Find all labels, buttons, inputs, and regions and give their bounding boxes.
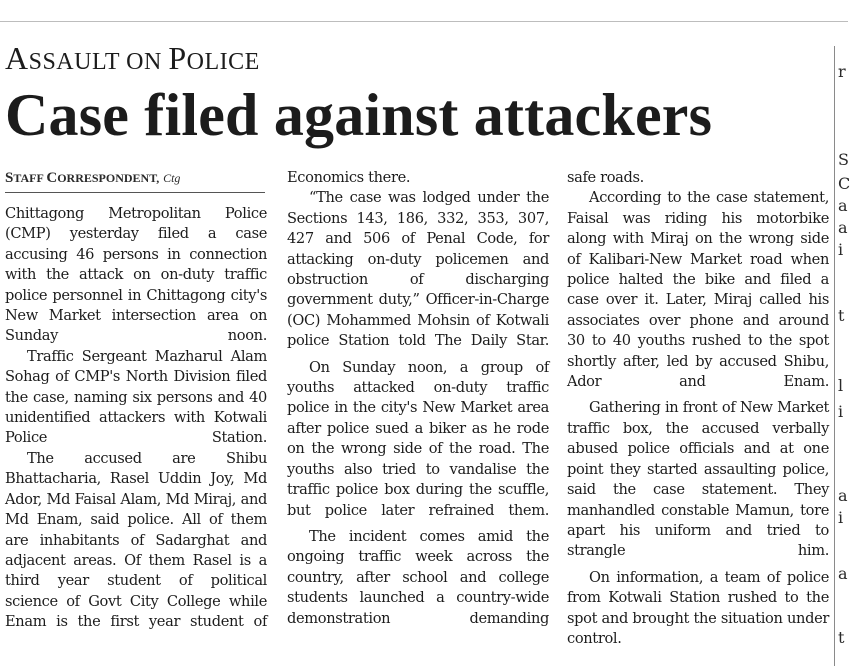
paragraph: On Sunday noon, a group of youths attacked on-duty traffic police in the city's New Market area after police sued a biker as he rode on the wrong side of the road. The youths also tried to vandalise the traffic police box during the scuffle, but police later refrained them. [287, 358, 549, 519]
byline-initial: C [46, 170, 58, 186]
article-column-3 [567, 168, 829, 649]
edge-fragment: l [838, 376, 844, 395]
paragraph: “The case was lodged under the Sections 143, 186, 332, 353, 307, 427 and 506 of Penal Code, for attacking on-duty policemen and obstruction of discharging government duty,” Officer-in-Charge (OC) Mohammed Mohsin of Kotwali police Station told The Daily Star. [287, 189, 549, 350]
paragraph: Economics there. [287, 169, 411, 186]
article-column-1 [5, 204, 267, 633]
edge-fragment: a [838, 196, 848, 215]
edge-fragment: a [838, 486, 848, 505]
edge-fragment: S [838, 150, 849, 169]
article-column-2 [287, 168, 549, 629]
top-rule [0, 21, 848, 22]
column-divider [834, 46, 835, 666]
edge-fragment: C [838, 174, 850, 193]
paragraph: On information, a team of police from Kotwali Station rushed to the spot and brought the situation under control. [567, 568, 829, 647]
paragraph: Gathering in front of New Market traffic box, the accused verbally abused police officials and at one point they started assaulting police, said the case statement. They manhandled constable Mamun, tore apart his uniform and tried to strangle him. [567, 399, 829, 560]
edge-fragment: a [838, 564, 848, 583]
byline-place: Ctg [163, 171, 181, 185]
adjacent-article-edge [838, 46, 848, 666]
edge-fragment: i [838, 402, 844, 421]
edge-fragment: i [838, 508, 844, 527]
edge-fragment: t [838, 628, 845, 647]
byline-rule [5, 192, 265, 193]
paragraph: safe roads. [567, 169, 644, 186]
kicker [5, 40, 260, 77]
kicker-smallcaps: SSAULT ON [28, 49, 169, 75]
paragraph: The incident comes amid the ongoing traffic week across the country, after school and college students launched a country-wide demonstration demanding [287, 527, 549, 627]
kicker-smallcaps: OLICE [186, 49, 260, 75]
edge-fragment: t [838, 306, 845, 325]
byline-initial: S [5, 170, 14, 186]
paragraph: Traffic Sergeant Mazharul Alam Sohag of CMP's North Division filed the case, naming six persons and 40 unidentified attackers with Kotwali Police Station. [5, 347, 267, 447]
byline-smallcaps: ORRESPONDENT, [57, 171, 160, 185]
edge-fragment: i [838, 240, 844, 259]
edge-fragment: a [838, 218, 848, 237]
paragraph: The accused are Shibu Bhattacharia, Rasel Uddin Joy, Md Ador, Md Faisal Alam, Md Miraj, and Md Enam, said police. All of them are inhabitants of Sadarghat and adjacent areas. Of them Rasel is a third year student of political science of Govt City College while Enam is the first year student of [5, 449, 267, 631]
byline-smallcaps: TAFF [13, 171, 47, 185]
headline: Case filed against attackers [5, 82, 713, 148]
paragraph: Chittagong Metropolitan Police (CMP) yesterday filed a case accusing 46 persons in connection with the attack on on-duty traffic police personnel in Chittagong city's New Market intersection area on Sunday noon. [5, 205, 267, 345]
paragraph: According to the case statement, Faisal was riding his motorbike along with Miraj on the wrong side of Kalibari-New Market road when police halted the bike and filed a case over it. Later, Miraj called his associates over phone and around 30 to 40 youths rushed to the spot shortly after, led by accused Shibu, Ador and Enam. [567, 189, 829, 391]
byline [5, 170, 265, 187]
kicker-initial: P [168, 40, 187, 76]
kicker-initial: A [5, 40, 29, 76]
edge-fragment: r [838, 62, 846, 81]
